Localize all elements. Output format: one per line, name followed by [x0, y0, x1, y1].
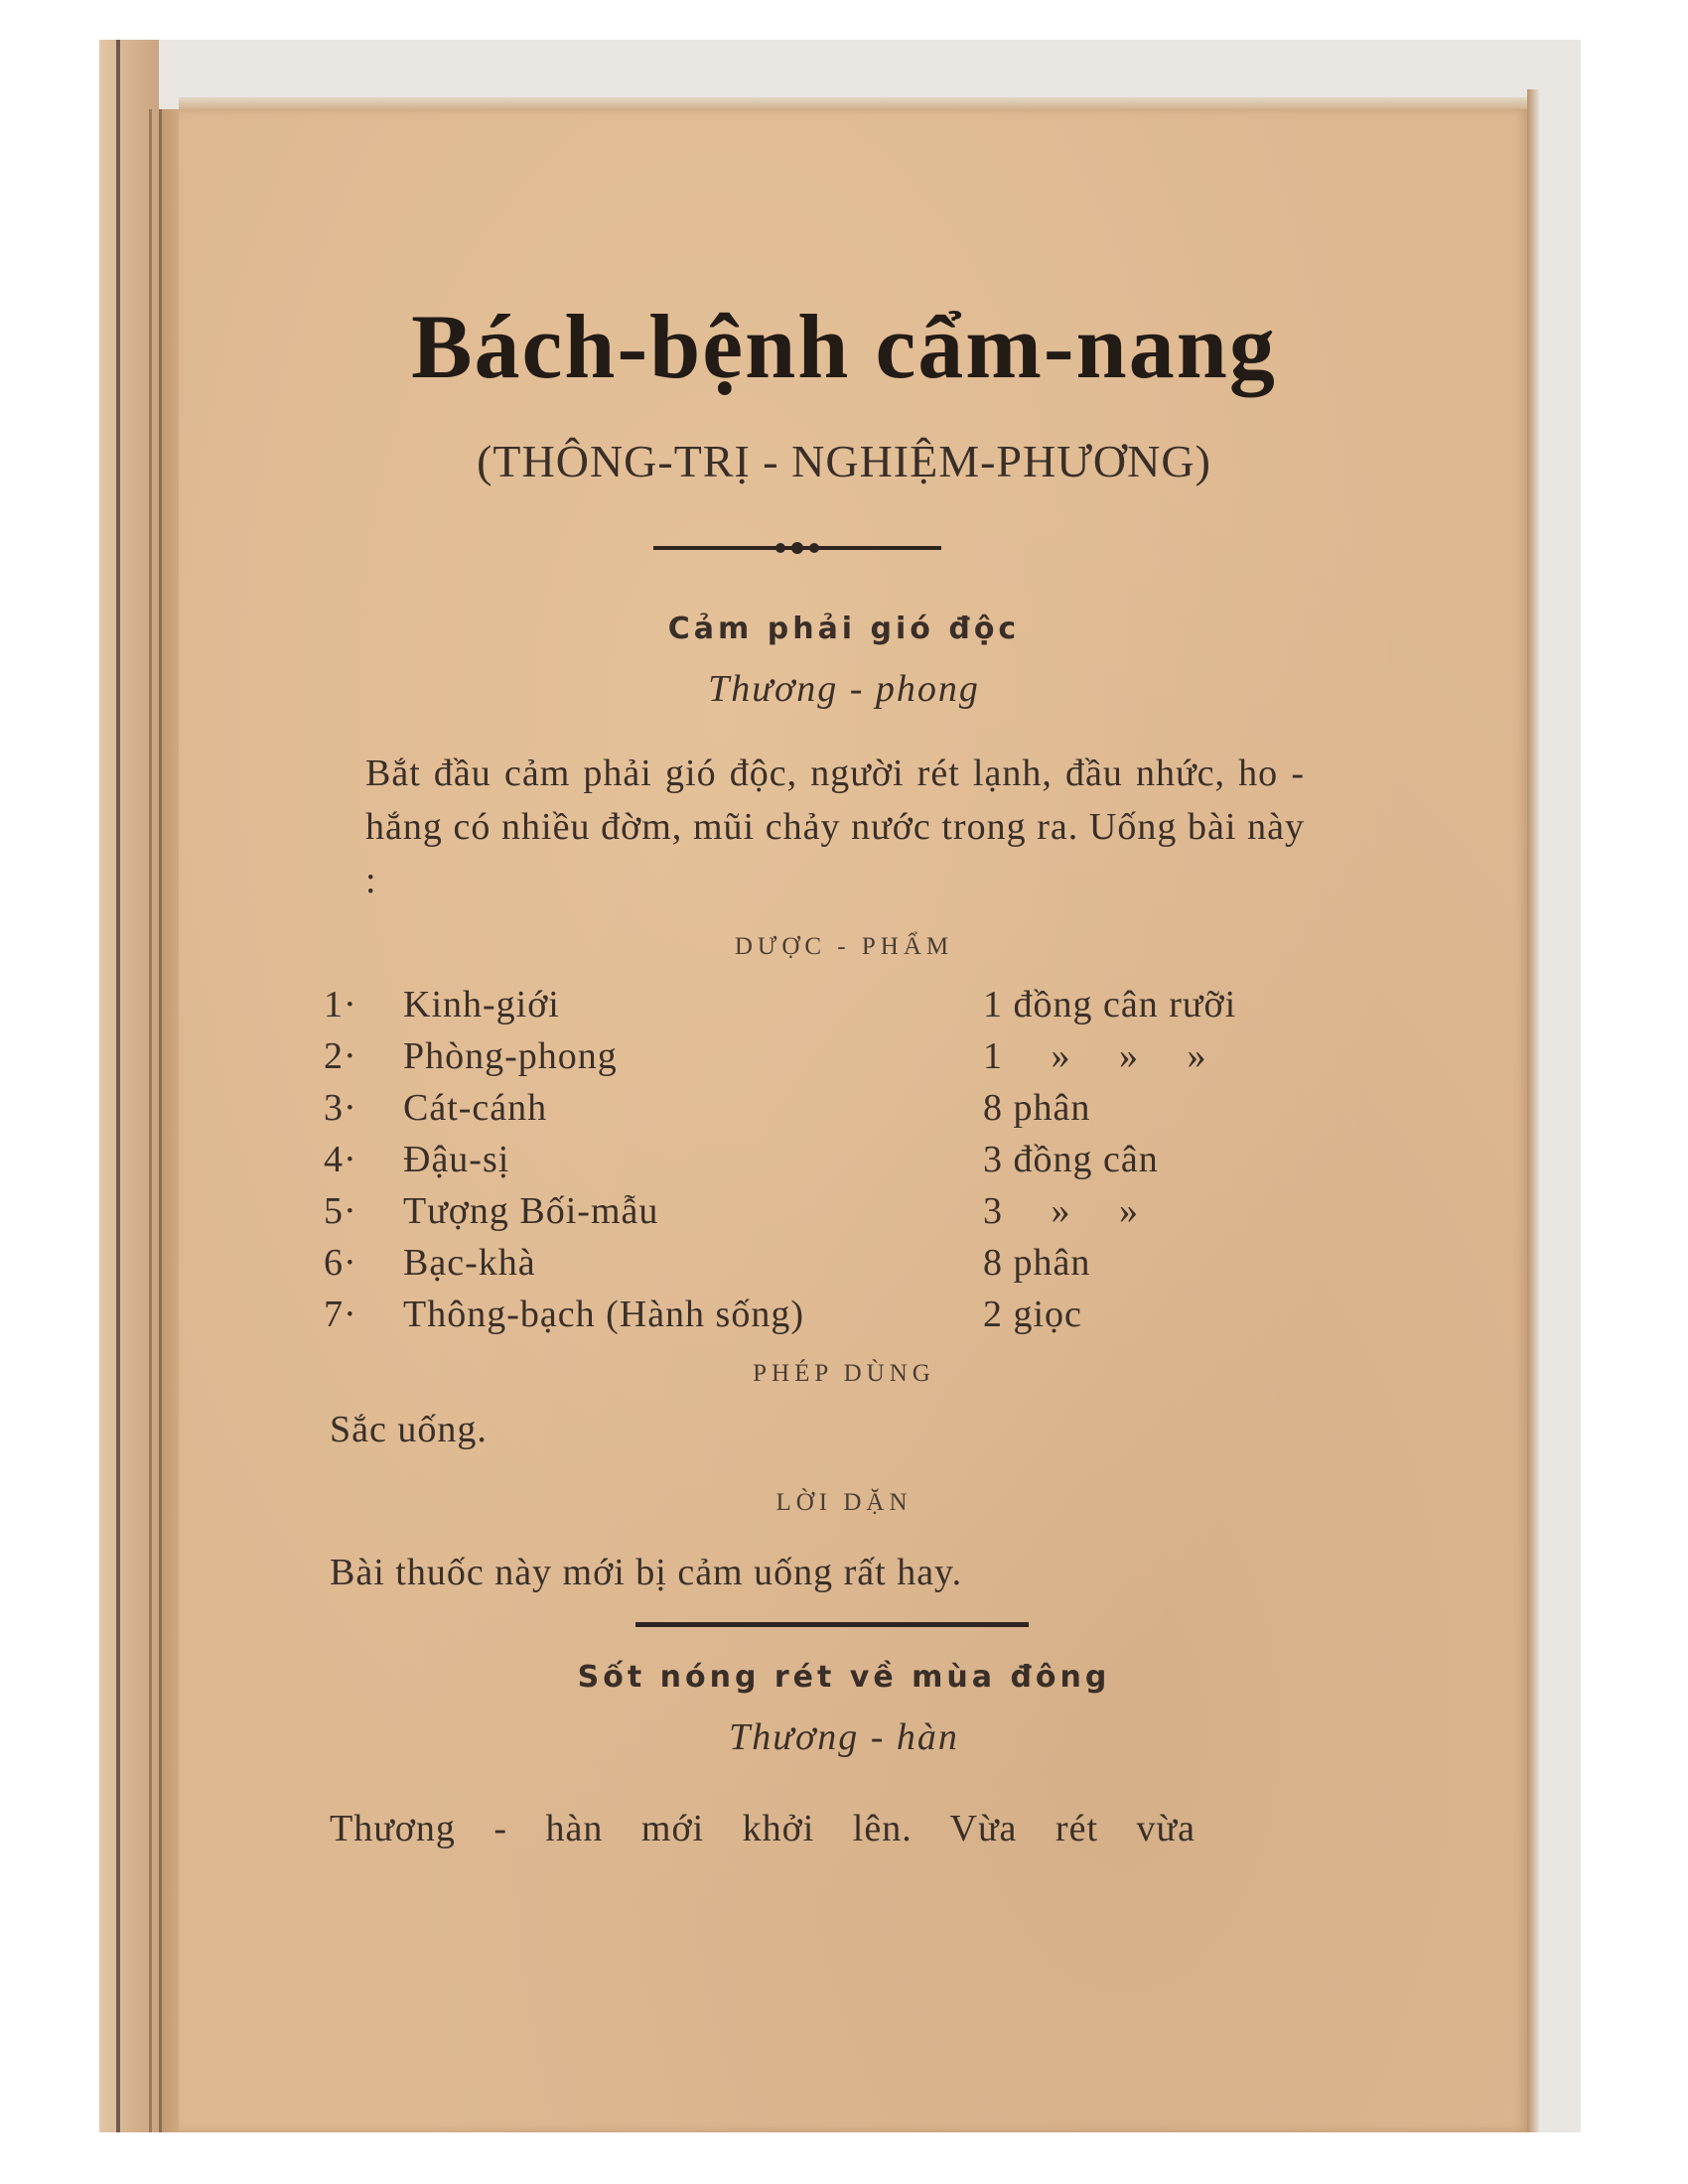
ingredient-number: 1· — [324, 984, 357, 1025]
ingredient-number: 4· — [324, 1139, 357, 1180]
ingredient-amount: 3 » » — [983, 1190, 1139, 1232]
ingredient-name: Cát-cánh — [403, 1087, 548, 1129]
ingredient-name: Phòng-phong — [403, 1035, 618, 1077]
ingredient-name: Thông-bạch (Hành sống) — [403, 1294, 805, 1335]
ingredient-number: 5· — [324, 1190, 357, 1232]
ingredient-amount: 2 giọc — [983, 1294, 1082, 1335]
section1-subheading: Thương - phong — [708, 668, 980, 710]
ingredient-amount: 1 đồng cân rưỡi — [983, 984, 1237, 1025]
usage-label: PHÉP DÙNG — [753, 1360, 935, 1387]
ingredient-name: Tượng Bối-mẫu — [403, 1190, 659, 1232]
page-subtitle: (THÔNG-TRỊ - NGHIỆM-PHƯƠNG) — [477, 436, 1211, 486]
section2-heading: Sốt nóng rét về mùa đông — [577, 1660, 1111, 1695]
ingredient-name: Kinh-giới — [403, 984, 560, 1025]
ingredient-number: 2· — [324, 1035, 357, 1077]
ingredient-number: 6· — [324, 1242, 357, 1284]
ingredient-amount: 8 phân — [983, 1087, 1091, 1129]
ingredient-amount: 8 phân — [983, 1242, 1091, 1284]
section1-body — [320, 747, 1305, 907]
page-title: Bách-bệnh cẩm-nang — [411, 296, 1277, 397]
ingredient-number: 3· — [324, 1087, 357, 1129]
ingredient-amount: 1 » » » — [983, 1035, 1207, 1077]
usage-text: Sắc uống. — [330, 1409, 488, 1450]
ingredients-label: DƯỢC - PHẨM — [734, 933, 954, 960]
section-divider — [635, 1622, 1029, 1627]
advice-text: Bài thuốc này mới bị cảm uống rất hay. — [330, 1552, 963, 1593]
ornament-divider — [653, 538, 941, 558]
section2-subheading: Thương - hàn — [729, 1716, 959, 1758]
section1-body-text: Bắt đầu cảm phải gió độc, người rét lạnh, đầu nhức, ho - hắng có nhiều đờm, mũi chảy nước trong ra. Uống bài này : — [365, 752, 1305, 901]
ingredient-number: 7· — [324, 1294, 357, 1335]
section1-heading: Cảm phải gió độc — [667, 612, 1021, 646]
page-fold-line — [149, 109, 152, 2132]
ingredient-name: Bạc-khà — [403, 1242, 536, 1284]
section2-body: Thương - hàn mới khởi lên. Vừa rét vừa — [330, 1808, 1196, 1849]
ingredient-amount: 3 đồng cân — [983, 1139, 1159, 1180]
advice-label: LỜI DẶN — [775, 1489, 913, 1516]
ingredient-name: Đậu-sị — [403, 1139, 510, 1180]
